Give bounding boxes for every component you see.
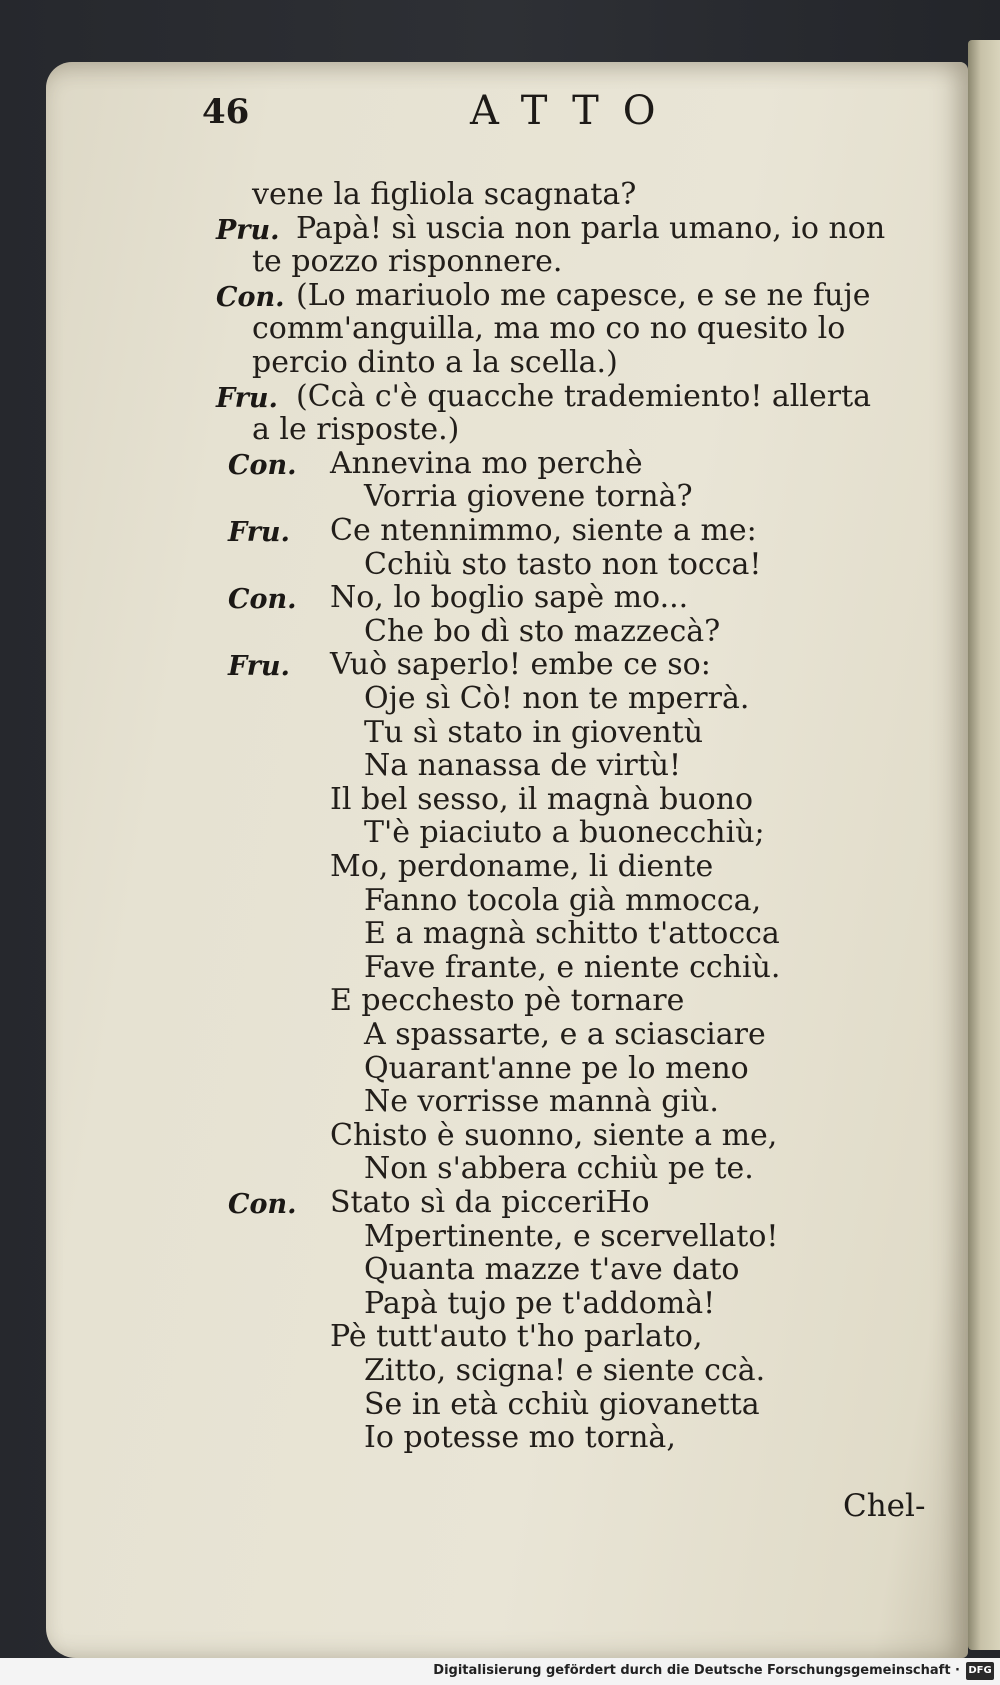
text-line: Papà! sì uscia non parla umano, io non <box>296 210 886 246</box>
text-line: Na nanassa de virtù! <box>364 748 682 784</box>
text-line: percio dinto a la scella.) <box>252 345 618 380</box>
text-line: Mo, perdoname, li diente <box>330 849 714 884</box>
text-line: Cchiù sto tasto non tocca! <box>364 546 762 582</box>
text-line: vene la figliola scagnata? <box>252 177 637 212</box>
speaker-label: Con. <box>228 449 297 481</box>
text-line: Il bel sesso, il magnà buono <box>330 781 754 817</box>
text-line: Zitto, scigna! e siente ccà. <box>364 1353 766 1388</box>
text-line: te pozzo risponnere. <box>252 244 563 280</box>
text-line: Oje sì Cò! non te mperrà. <box>364 681 750 716</box>
text-line: Quanta mazze t'ave dato <box>364 1252 740 1288</box>
text-line: Stato sì da picceriHo <box>330 1185 650 1220</box>
text-line: Chisto è suonno, siente a me, <box>330 1117 778 1153</box>
text-line: T'è piaciuto a buonecchiù; <box>364 815 765 851</box>
page-number: 46 <box>202 92 250 132</box>
text-line: Ce ntennimmo, siente a me: <box>330 513 757 548</box>
catchword: Chel- <box>843 1488 926 1524</box>
text-line: a le risposte.) <box>252 412 460 448</box>
text-line: (Lo mariuolo me capesce, e se ne fuje <box>296 277 871 313</box>
text-line: A spassarte, e a sciasciare <box>364 1017 766 1052</box>
speaker-label: Fru. <box>228 651 290 683</box>
text-line: Che bo dì sto mazzecà? <box>364 613 721 649</box>
text-line: Non s'abbera cchiù pe te. <box>364 1151 754 1187</box>
speaker-label: Fru. <box>216 382 278 414</box>
text-line: Fanno tocola già mmocca, <box>364 882 762 918</box>
footer-credit: Digitalisierung gefördert durch die Deutsche Forschungsgemeinschaft · <box>433 1663 960 1678</box>
text-line: Io potesse mo tornà, <box>364 1420 676 1456</box>
running-head: ATTO <box>470 88 680 134</box>
speaker-label: Fru. <box>228 517 290 548</box>
text-line: Quarant'anne pe lo meno <box>364 1050 749 1086</box>
text-line: Fave frante, e niente cchiù. <box>364 949 781 985</box>
text-line: Pè tutt'auto t'ho parlato, <box>330 1319 703 1355</box>
text-line: (Ccà c'è quacche trademiento! allerta <box>296 378 872 414</box>
text-line: Vuò saperlo! embe ce so: <box>330 647 711 683</box>
speaker-label: Con. <box>228 584 297 616</box>
text-line: E a magnà schitto t'attocca <box>364 916 780 952</box>
dfg-logo: DFG <box>966 1662 994 1680</box>
text-line: Vorria giovene tornà? <box>364 479 693 515</box>
text-line: Annevina mo perchè <box>330 445 643 481</box>
speaker-label: Con. <box>216 281 285 313</box>
text-line: Se in età cchiù giovanetta <box>364 1386 760 1422</box>
text-line: Tu sì stato in gioventù <box>364 714 704 750</box>
text-line: Papà tujo pe t'addomà! <box>364 1285 716 1321</box>
speaker-label: Con. <box>228 1189 297 1220</box>
text-line: Mpertinente, e scervellato! <box>364 1218 779 1254</box>
next-page-edge <box>968 40 1000 1650</box>
text-line: E pecchesto pè tornare <box>330 983 685 1019</box>
text-line: No, lo boglio sapè mo... <box>330 580 689 616</box>
speaker-label: Pru. <box>216 214 280 246</box>
footer-bar <box>0 1658 1000 1685</box>
text-line: comm'anguilla, ma mo co no quesito lo <box>252 311 846 347</box>
text-line: Ne vorrisse mannà giù. <box>364 1084 719 1120</box>
